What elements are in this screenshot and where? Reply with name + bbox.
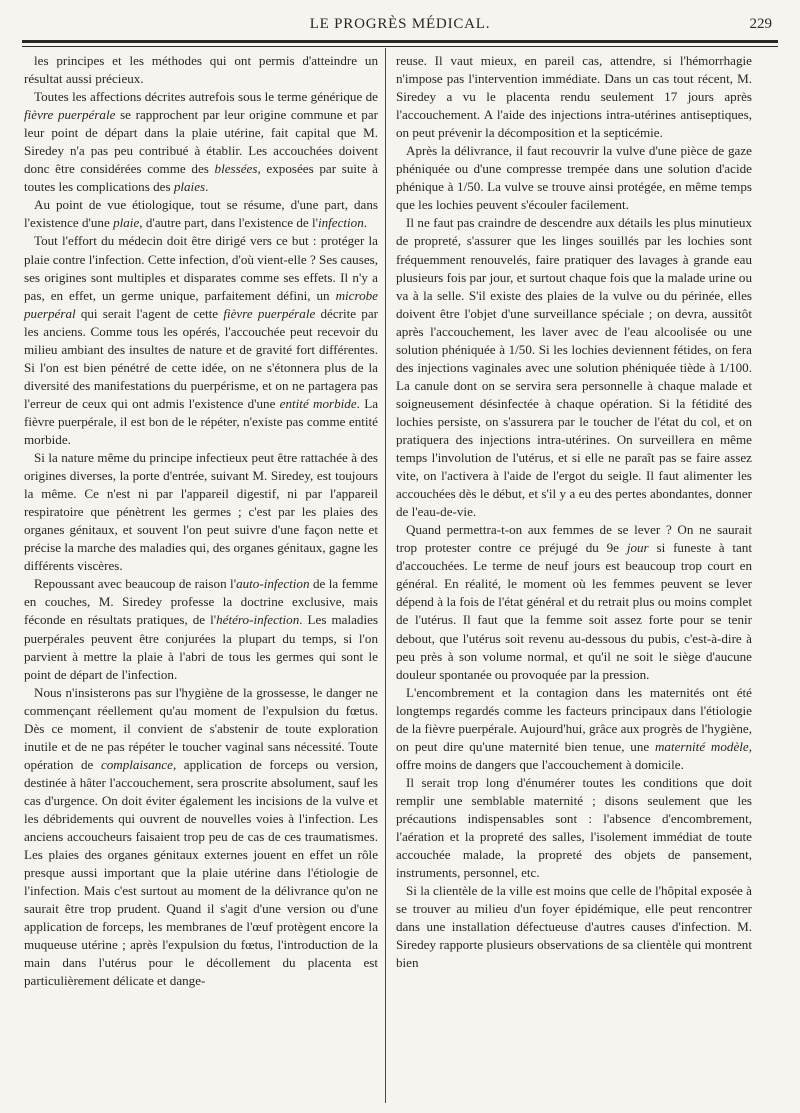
paragraph xyxy=(24,575,378,683)
page-number: 229 xyxy=(749,16,772,32)
text-run: . Les maladies puerpérales peuvent être conjurées la plupart du temps, si l'on parvient à mettre la plaie à l'abri de tous les germes qui sont le point de départ de l'infection. xyxy=(24,612,379,682)
text-run: Il ne faut pas craindre de descendre aux détails les plus minutieux de propreté, s'assurer que les linges souillés par les lochies sont fréquemment renouvelés, faire pratiquer des lavages à grande eau plusieurs fois par jour, et surtout chaque fois que la malade urine ou va à la selle. S'il existe des plaies de la vulve ou du périnée, elles doivent être l'objet d'une surveillance spéciale ; on devra, aussitôt après l'accouchement, les laver avec de l'eau alcoolisée ou une solution phéniquée à 1/50. Si les lochies deviennent fétides, on fera des injections vaginales avec une solution phéniquée tiède à 1/100. La canule dont on se servira sera personnelle à chaque malade et soigneusement désinfectée à chaque opération. Si la fétidité des lochies persiste, on s'assurera par le toucher de l'état du col, et on pratiquera des injections intra-utérines. On surveillera en même temps l'involution de l'utérus, et si elle ne paraît pas se faire assez vite, on l'activera à l'aide de l'ergot du seigle. Il faut alimenter les accouchées dès le début, et s'il y a eu des pertes abondantes, donner de l'eau-de-vie. xyxy=(396,215,752,520)
right-column xyxy=(396,52,752,972)
text-run: . xyxy=(363,215,368,231)
text-run: Repoussant avec beaucoup de raison l' xyxy=(34,576,237,592)
text-run: Au point de vue étiologique, tout se résume, d'une part, dans l'existence d'une xyxy=(24,197,378,231)
paragraph xyxy=(24,232,378,449)
text-run: L'encombrement et la contagion dans les maternités ont été longtemps regardés comme les facteurs principaux dans l'étiologie de la fièvre puerpérale. Aujourd'hui, grâce aux progrès de l'hygiène, on peut dire qu'une maternité bien tenue, une xyxy=(396,684,752,754)
italic-term: plaie xyxy=(113,215,140,231)
text-run: les principes et les méthodes qui ont permis d'atteindre un résultat aussi précieux. xyxy=(24,53,378,87)
text-run: se rapprochent par leur origine commune et par leur point de départ dans la plaie utérine, fait capital que M. Siredey n'a pas peu contribué à établir. Les accouchées doivent donc être considérées comme des xyxy=(24,107,378,177)
text-run: de la femme en couches, M. Siredey professe la doctrine exclusive, mais féconde en résultats pratiques, de l' xyxy=(24,576,378,628)
paragraph xyxy=(396,52,752,142)
paragraph xyxy=(24,684,378,991)
italic-term: entité morbide xyxy=(279,395,357,411)
italic-term: auto-infection xyxy=(236,576,310,592)
page-header xyxy=(22,14,778,40)
italic-term: complaisance xyxy=(100,756,173,772)
text-run: décrite par les anciens. Comme tous les opérés, l'accouchée peut recevoir du milieu ambiant des insultes de nature et de gravité fort différentes. Si l'on est bien pénétré de cette idée, on ne s'étonnera plus de la diversité des manifestations du puerpérisme, et on ne partagera pas l'erreur de ceux qui ont admis l'existence d'une xyxy=(24,305,379,411)
paragraph xyxy=(24,196,378,232)
paragraph xyxy=(24,88,378,196)
italic-term: infection xyxy=(317,215,364,231)
text-run: Toutes les affections décrites autrefois sous le terme générique de xyxy=(34,89,378,105)
text-run: Après la délivrance, il faut recouvrir la vulve d'une pièce de gaze phéniquée ou d'une compresse trempée dans une solution d'acide phénique à 1/50. La vulve se trouve ainsi protégée, en même temps que les lochies peuvent s'écouler facilement. xyxy=(396,143,752,213)
italic-term: jour xyxy=(626,540,649,556)
italic-term: fièvre puerpérale xyxy=(24,107,116,123)
header-rule-thin xyxy=(22,46,778,47)
text-run: , d'autre part, dans l'existence de l' xyxy=(139,215,318,231)
text-run: Tout l'effort du médecin doit être dirigé vers ce but : protéger la plaie contre l'infection. Cette infection, d'où vient-elle ? Ses causes, ses origines sont multiples et disparates comme ses effets. Il n'y a pas, en effet, un germe unique, parfaitement défini, un xyxy=(24,233,378,303)
paragraph xyxy=(24,52,378,88)
left-column xyxy=(24,52,378,990)
text-run: qui serait l'agent de cette xyxy=(75,305,224,321)
text-run: Si la nature même du principe infectieux peut être rattachée à des origines diverses, la porte d'entrée, suivant M. Siredey, est toujours la même. Ce n'est ni par l'appareil digestif, ni par l'appareil respiratoire que pénètrent les germes ; c'est par les plaies des organes génitaux, et souvent l'on peut suivre d'une façon nette et précise la marche des maladies qui, des organes génitaux, gagne les différents viscères. xyxy=(24,450,378,574)
text-run: , exposées par suite à toutes les complications des xyxy=(24,161,378,195)
italic-term: hétéro-infection xyxy=(216,612,300,628)
text-run: Nous n'insisterons pas sur l'hygiène de la grossesse, le danger ne commençant réellement qu'au moment de l'expulsion du fœtus. Dès ce moment, il convient de s'abstenir de toute exploration inutile et de ne pas répéter le toucher vaginal sans nécessité. Toute opération de xyxy=(24,684,378,772)
paragraph xyxy=(396,142,752,214)
italic-term: blessées xyxy=(214,161,258,177)
italic-term: plaies xyxy=(173,179,206,195)
column-divider xyxy=(385,48,386,1103)
text-run: , offre moins de dangers que l'accouchement à domicile. xyxy=(396,738,752,772)
text-run: Il serait trop long d'énumérer toutes les conditions que doit remplir une semblable maternité ; disons seulement que les précautions indispensables sont : l'absence d'encombrement, l'aération et la propreté des salles, l'isolement immédiat de toute accouchée malade, la propreté des objets de pansement, instruments, personnel, etc. xyxy=(396,774,752,881)
paragraph xyxy=(24,449,378,575)
paragraph xyxy=(396,684,752,774)
text-run: si funeste à tant d'accouchées. Le terme de neuf jours est beaucoup trop court en général. En réalité, le moment où les femmes peuvent se lever dépend à la fois de l'état général et du retrait plus ou moins complet de l'utérus. Il faut que la femme soit assez forte pour se tenir debout, que l'utérus soit revenu au-dessous du pubis, c'est-à-dire à peu près à son volume normal, et qu'il ne soit le siège d'aucune douleur spontanée ou provoquée par la pression. xyxy=(396,540,752,682)
journal-title: LE PROGRÈS MÉDICAL. xyxy=(309,16,491,32)
text-run: . La fièvre puerpérale, il est bon de le répéter, n'existe pas comme entité morbide. xyxy=(24,395,379,447)
italic-term: fièvre puerpérale xyxy=(223,305,316,321)
text-run: Quand permettra-t-on aux femmes de se lever ? On ne saurait trop protester contre ce préjugé du 9e xyxy=(396,522,752,556)
italic-term: maternité modèle xyxy=(654,738,749,754)
text-run: reuse. Il vaut mieux, en pareil cas, attendre, si l'hémorrhagie n'impose pas l'intervention immédiate. Dans un cas tout récent, M. Siredey a vu le placenta rendu seulement 17 jours après l'accouchement. A l'aide des injections intra-utérines antiseptiques, on peut prévenir la décomposition et la septicémie. xyxy=(396,53,752,141)
paragraph xyxy=(396,882,752,972)
text-run: Si la clientèle de la ville est moins que celle de l'hôpital exposée à se trouver au milieu d'un foyer épidémique, elle peut rencontrer dans une installation défectueuse d'autres causes d'infection. M. Siredey rapporte plusieurs observations de sa clientèle qui montrent bien xyxy=(396,883,752,971)
text-run: . xyxy=(205,179,209,195)
italic-term: microbe puerpéral xyxy=(24,287,378,321)
paragraph xyxy=(396,521,752,683)
header-rule-thick xyxy=(22,40,778,43)
text-run: , application de forceps ou version, destinée à hâter l'accouchement, sera proscrite absolument, sauf les cas d'urgence. On doit éviter également les incisions de la vulve et les débridements qui ouvrent de nouvelles voies à l'infection. Les anciens accoucheurs faisaient trop peu de cas de ces traumatismes. Les plaies des organes génitaux externes jouent en effet un rôle presque aussi important que la plaie utérine dans l'étiologie de l'infection. Mais c'est surtout au moment de la délivrance qu'on ne saurait être trop prudent. Quand il s'agit d'une version ou d'une application de forceps, les membranes de l'œuf protègent encore la muqueuse utérine ; après l'expulsion du fœtus, l'introduction de la main dans l'utérus pour le décollement du placenta est particulièrement délicate et dange- xyxy=(24,756,378,989)
paragraph xyxy=(396,774,752,882)
paragraph xyxy=(396,214,752,521)
